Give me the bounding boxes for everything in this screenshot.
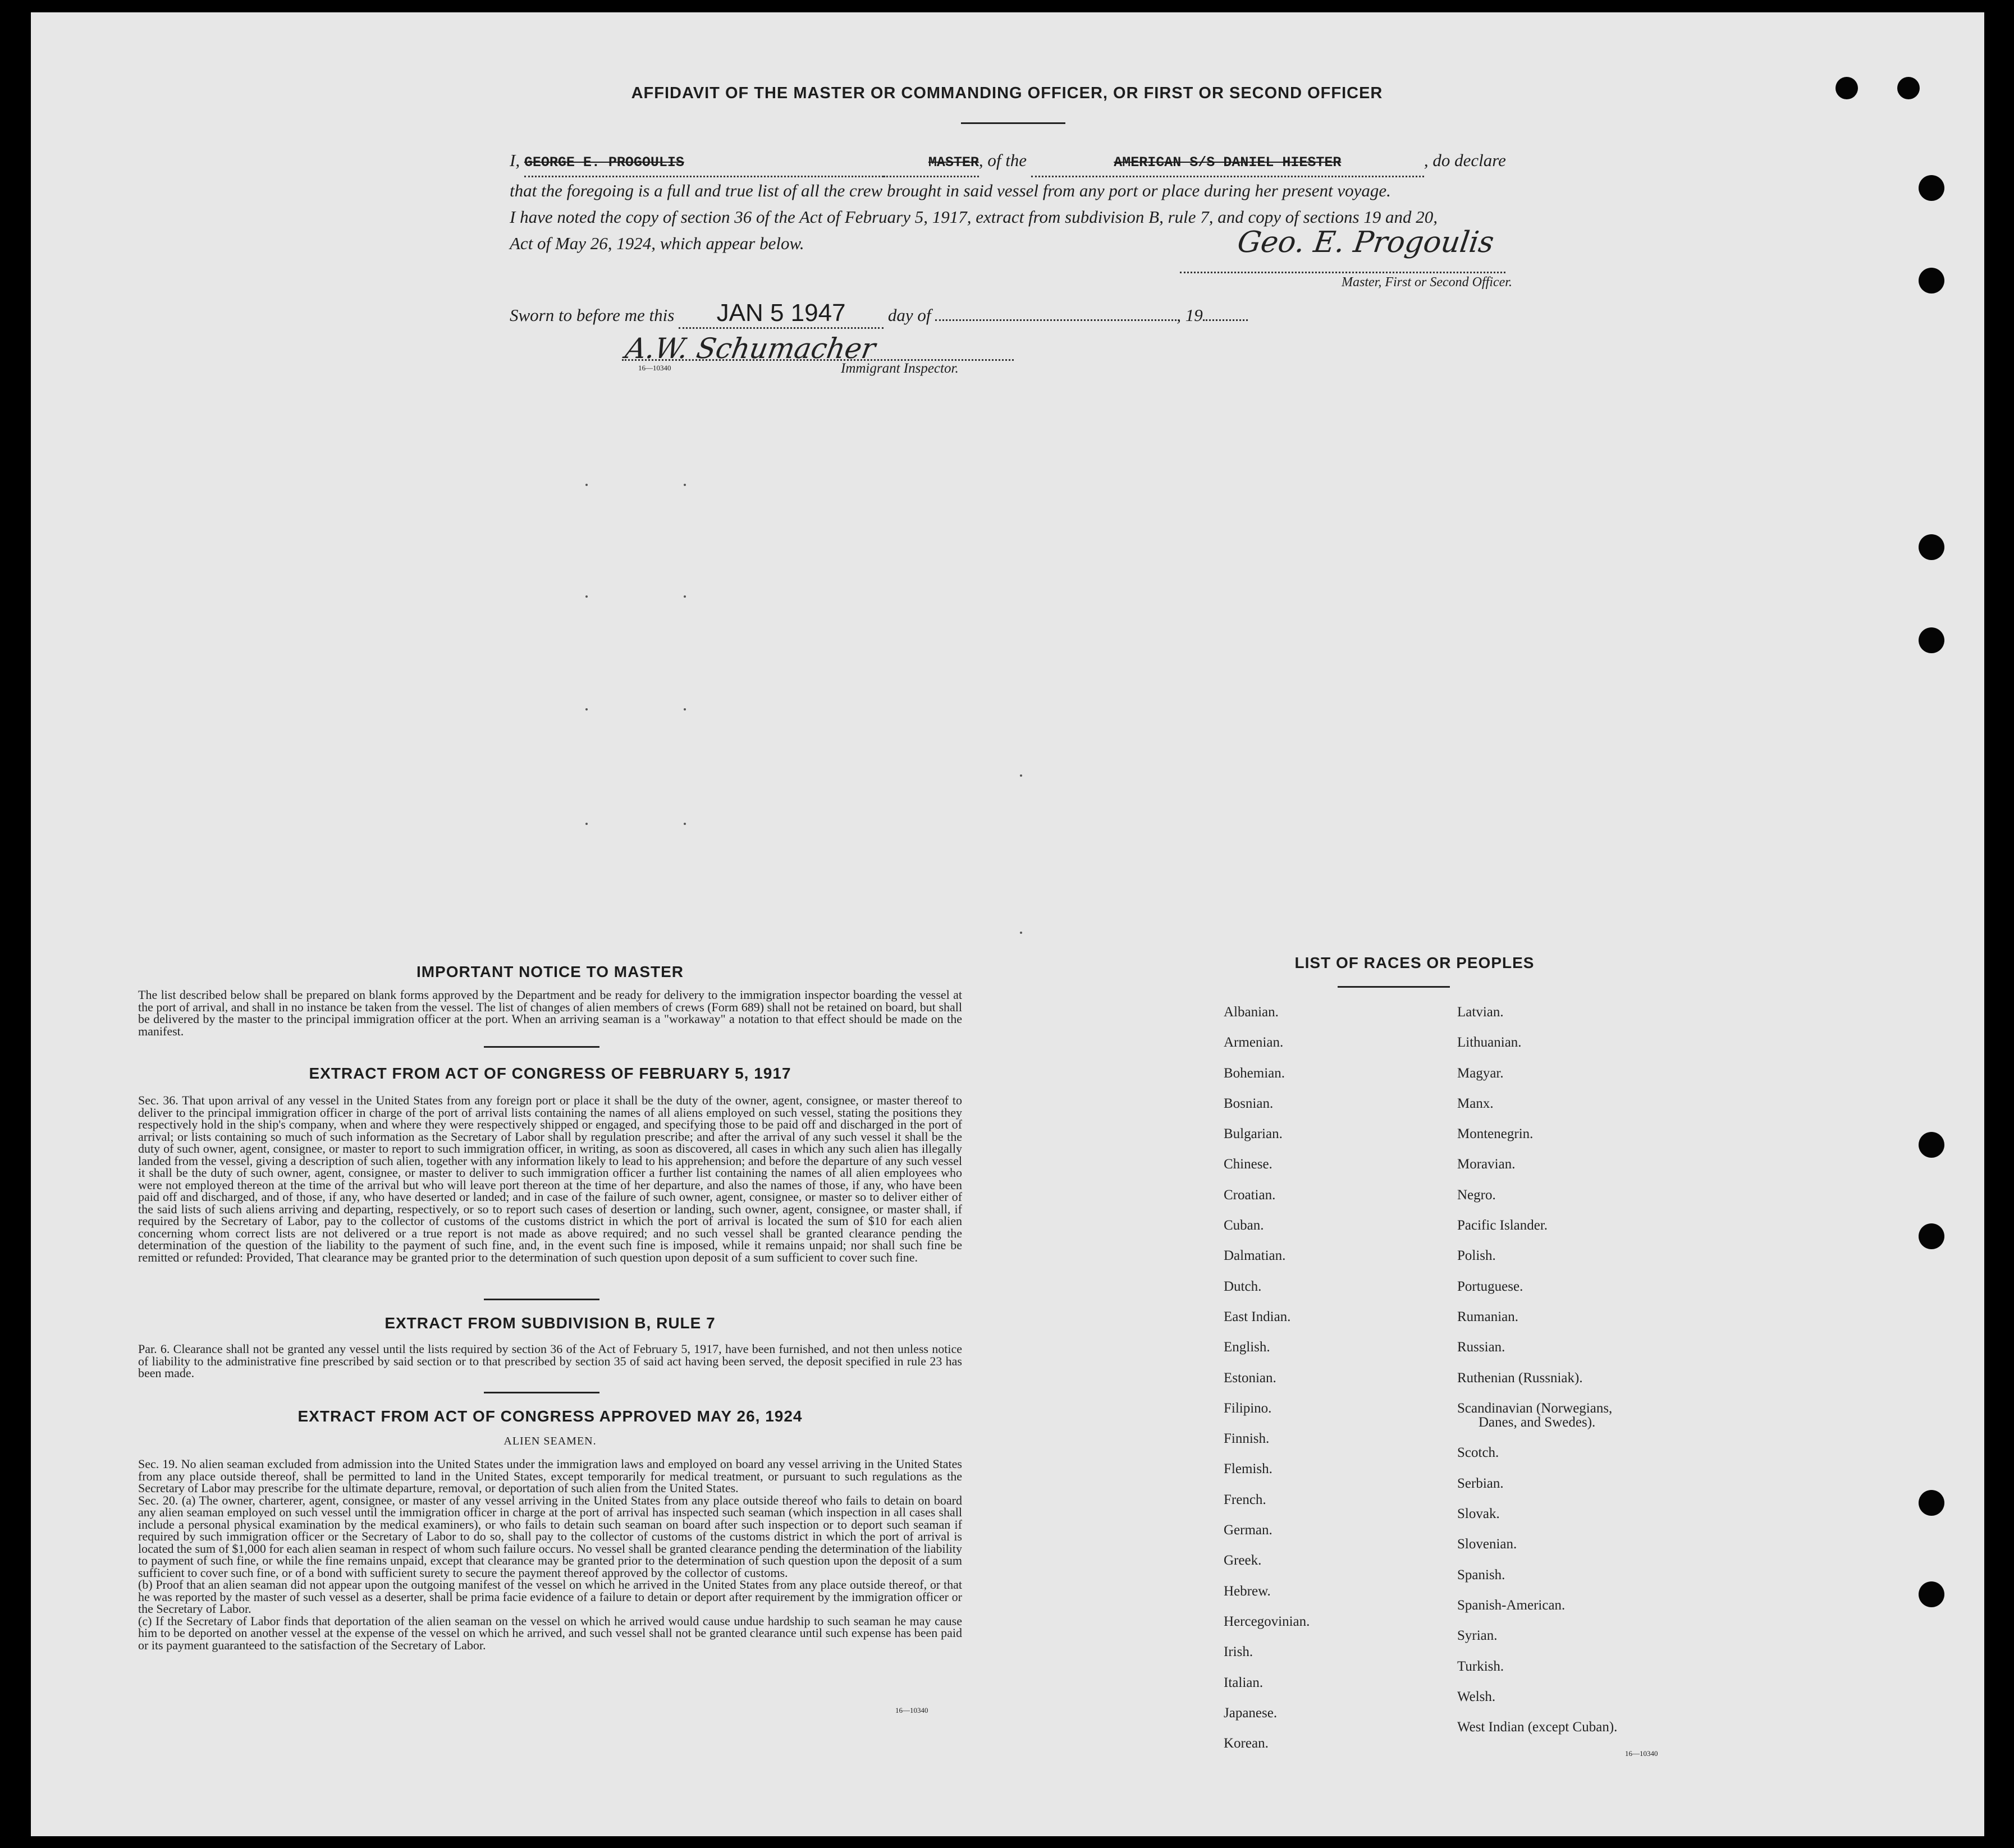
race-item: Chinese. <box>1224 1157 1273 1172</box>
text-i: I, <box>510 150 520 170</box>
race-item: Scandinavian (Norwegians, <box>1457 1400 1613 1416</box>
divider <box>484 1299 599 1300</box>
races-column-1 <box>1224 1005 1310 1766</box>
race-item: Slovak. <box>1457 1506 1500 1522</box>
form-number: 16—10340 <box>1625 1749 1658 1758</box>
extract-1924-subtitle: ALIEN SEAMEN. <box>504 1435 597 1447</box>
race-item: Ruthenian (Russniak). <box>1457 1370 1583 1386</box>
affidavit-line-2: that the foregoing is a full and true list of all the crew brought in said vessel from any port or place during her present voyage. <box>510 181 1391 200</box>
affidavit-line-3: I have noted the copy of section 36 of the Act of February 5, 1917, extract from subdivision B, rule 7, and copy of sections 19 and 20, <box>510 207 1438 227</box>
punch-hole <box>1919 627 1944 653</box>
race-item: English. <box>1224 1340 1270 1355</box>
race-item: Finnish. <box>1224 1431 1270 1447</box>
extract-1917-title: EXTRACT FROM ACT OF CONGRESS OF FEBRUARY 5, 1917 <box>309 1065 791 1082</box>
sworn-date-stamp[interactable]: JAN 5 1947 <box>679 299 884 329</box>
year-field[interactable] <box>1203 319 1248 321</box>
master-caption: Master, First or Second Officer. <box>1342 275 1512 290</box>
race-item: Danes, and Swedes). <box>1479 1415 1596 1430</box>
races-title: LIST OF RACES OR PEOPLES <box>1294 954 1535 971</box>
race-item: Dutch. <box>1224 1278 1262 1294</box>
extract-1924-body <box>138 1458 962 1651</box>
extract-rule7-title: EXTRACT FROM SUBDIVISION B, RULE 7 <box>385 1314 716 1332</box>
punch-hole <box>1919 534 1944 560</box>
race-item: French. <box>1224 1492 1266 1507</box>
race-item: Spanish. <box>1457 1567 1505 1583</box>
race-item: Turkish. <box>1457 1658 1504 1674</box>
race-item: Pacific Islander. <box>1457 1218 1548 1233</box>
race-item: German. <box>1224 1523 1273 1538</box>
extract-1917-body: Sec. 36. That upon arrival of any vessel in the United States from any foreign port or place it shall be the duty of the owner, agent, consignee, or master thereof to deliver to the principal immigration officer in charge of the port of arrival lists containing the names of all aliens employed on such vessel, stating the positions they respectively hold in the ship's company, when and where they were respectively shipped or engaged, and specifying those to be paid off and discharged in the port of arrival; or lists containing so much of such information as the Secretary of Labor shall by regulation prescribe; and after the arrival of any such vessel it shall be the duty of such owner, agent, consignee, or master to report to such immigration officer, in writing, as soon as discovered, all cases in which any such alien has illegally landed from the vessel, giving a description of such alien, together with any information likely to lead to his apprehension; and before the departure of any such vessel it shall be the duty of such owner, agent, consignee, or master to deliver to such immigration officer a further list containing the names of all alien employees who were not employed thereon at the time of the arrival but who will leave port thereon at the time of her departure, and also the names of those, if any, who have been paid off and discharged, and of those, if any, who have deserted or landed; and in case of the failure of such owner, agent, consignee, or master so to deliver either of the said lists of such aliens arriving and departing, respectively, or so to report such cases of desertion or landing, such owner, agent, consignee, or master shall, if required by the Secretary of Labor, pay to the collector of customs of the customs district in which the port of arrival is located the sum of $10 for each alien concerning whom correct lists are not delivered or a true report is not made as above required; and no such vessel shall be granted clearance pending the determination of the question of the liability to the payment of such fine, and, in the event such fine is imposed, while it remains unpaid; nor shall such fine be remitted or refunded: Provided, That clearance may be granted prior to the determination of such question upon deposit of a sum sufficient to cover such fine. <box>138 1093 962 1264</box>
race-item: Negro. <box>1457 1187 1496 1203</box>
divider <box>484 1046 599 1048</box>
race-item: Welsh. <box>1457 1689 1496 1704</box>
race-item: Slovenian. <box>1457 1537 1517 1552</box>
race-item: Syrian. <box>1457 1628 1498 1644</box>
race-item: Dalmatian. <box>1224 1248 1286 1264</box>
race-item: Bosnian. <box>1224 1095 1274 1111</box>
race-item: Moravian. <box>1457 1157 1516 1172</box>
race-item: Croatian. <box>1224 1187 1276 1203</box>
affidavit-line-4: Act of May 26, 1924, which appear below. <box>510 233 804 253</box>
sec-20c: (c) If the Secretary of Labor finds that deportation of the alien seaman on the vessel on which he arrived would cause undue hardship to such seaman he may cause him to be deported on another vessel at the expense of the vessel on which he arrived, and such vessel shall not be granted clearance until such expense has been paid or its payment guaranteed to the satisfaction of the Secretary of Labor. <box>138 1613 962 1652</box>
divider <box>1338 986 1450 988</box>
race-item: Russian. <box>1457 1340 1505 1355</box>
race-item: Magyar. <box>1457 1065 1504 1081</box>
race-item: Filipino. <box>1224 1400 1272 1416</box>
text-do-declare: , do declare <box>1423 150 1506 170</box>
vessel-name-field[interactable]: AMERICAN S/S DANIEL HIESTER <box>1031 149 1424 177</box>
notice-body: The list described below shall be prepared on blank forms approved by the Department and be ready for delivery to the immigration inspector boarding the vessel at the port of arrival, and shall in no instance be taken from the vessel. The list of changes of alien members of crews (Form 689) shall not be retained on board, but shall be delivered by the master to the principal immigration officer at the port. When an arriving seaman is a "workaway" a notation to that effect should be made on the manifest. <box>138 988 962 1038</box>
text-year: , 19 <box>1177 305 1203 325</box>
race-item: Rumanian. <box>1457 1309 1519 1324</box>
extract-1924-title: EXTRACT FROM ACT OF CONGRESS APPROVED MAY 26, 1924 <box>297 1407 803 1425</box>
race-item: West Indian (except Cuban). <box>1457 1719 1618 1735</box>
race-item: Armenian. <box>1224 1035 1284 1051</box>
text-sworn: Sworn to before me this <box>510 305 675 325</box>
race-item: Bulgarian. <box>1224 1126 1283 1142</box>
text-of-the: , of the <box>978 150 1027 170</box>
race-item: Latvian. <box>1457 1005 1504 1020</box>
race-item: Polish. <box>1457 1248 1496 1264</box>
races-column-2 <box>1457 1005 1617 1750</box>
signature-line <box>1180 272 1505 273</box>
race-item: Estonian. <box>1224 1370 1276 1386</box>
inspector-caption: Immigrant Inspector. <box>841 361 959 376</box>
race-item: Portuguese. <box>1457 1278 1523 1294</box>
race-item: Manx. <box>1457 1095 1494 1111</box>
race-item: Montenegrin. <box>1457 1126 1534 1142</box>
race-item: Korean. <box>1224 1736 1269 1751</box>
form-number: 16—10340 <box>895 1706 928 1714</box>
punch-hole <box>1919 1223 1944 1249</box>
race-item: Spanish-American. <box>1457 1597 1566 1613</box>
race-item: Albanian. <box>1224 1005 1279 1020</box>
sec-20b: (b) Proof that an alien seaman did not appear upon the outgoing manifest of the vessel on which he arrived in the United States from any place outside thereof, or that he was reported by the master of such vessel as a deserter, shall be prima facie evidence of a failure to detain or deport after requirement by the immigration officer or the Secretary of Labor. <box>138 1578 962 1616</box>
rank-field[interactable]: MASTER <box>884 149 979 177</box>
race-item: Greek. <box>1224 1553 1262 1569</box>
punch-hole <box>1919 1490 1944 1516</box>
race-item: Serbian. <box>1457 1475 1504 1491</box>
race-item: Hercegovinian. <box>1224 1613 1310 1629</box>
race-item: East Indian. <box>1224 1309 1291 1324</box>
master-name-field[interactable]: GEORGE E. PROGOULIS <box>524 149 884 177</box>
divider <box>484 1392 599 1393</box>
race-item: Japanese. <box>1224 1705 1278 1721</box>
extract-rule7-body: Par. 6. Clearance shall not be granted any vessel until the lists required by section 36 of the Act of February 5, 1917, have been furnished, and not then unless notice of liability to the administrative fine prescribed by said section or to that prescribed by section 35 of said act having been served, the deposit specified in rule 23 has been made. <box>138 1342 962 1380</box>
race-item: Scotch. <box>1457 1445 1499 1461</box>
divider <box>961 122 1065 124</box>
race-item: Hebrew. <box>1224 1583 1271 1599</box>
punch-hole <box>1919 175 1944 201</box>
sec-20a: Sec. 20. (a) The owner, charterer, agent, consignee, or master of any vessel arriving in the United States from any place outside thereof who fails to detain on board any alien seaman employed on such vessel until the immigration officer in charge at the port of arrival has inspected such seaman (which inspection in all cases shall include a personal physical examination by the medical examiners), or who fails to detain such seaman on board after such inspection or to deport such seaman if required by such immigration officer or the Secretary of Labor to do so, shall pay to the collector of customs of the customs district in which the port of arrival is located the sum of $1,000 for each alien seaman in respect of whom such failure occurs. No vessel shall be granted clearance pending the determination of the liability to payment of such fine, or while the fine remains unpaid, except that clearance may be granted prior to the determination of such question upon the deposit of a sum sufficient to cover such fine, or of a bond with sufficient surety to secure the payment thereof approved by the collector of customs. <box>138 1493 962 1580</box>
notice-title: IMPORTANT NOTICE TO MASTER <box>416 963 684 980</box>
race-item: Flemish. <box>1224 1461 1273 1477</box>
month-field[interactable] <box>935 319 1177 321</box>
inspector-signature: A.W. Schumacher <box>622 332 878 365</box>
race-item: Irish. <box>1224 1644 1253 1660</box>
race-item: Bohemian. <box>1224 1065 1285 1081</box>
sworn-line <box>510 299 1248 329</box>
form-number: 16—10340 <box>638 364 671 372</box>
master-signature: Geo. E. Progoulis <box>1235 226 1496 259</box>
sec-19: Sec. 19. No alien seaman excluded from admission into the United States under the immigration laws and employed on board any vessel arriving in the United States from any place outside thereof, shall be permitted to land in the United States, except temporarily for medical treatment, or pursuant to such regulations as the Secretary of Labor may prescribe for the ultimate departure, removal, or deportation of such alien from the United States. <box>138 1457 962 1495</box>
affidavit-line-1 <box>510 147 1632 177</box>
punch-hole <box>1919 268 1944 294</box>
race-item: Cuban. <box>1224 1218 1264 1233</box>
punch-hole <box>1919 1132 1944 1158</box>
race-item: Lithuanian. <box>1457 1035 1522 1051</box>
punch-hole <box>1919 1581 1944 1607</box>
text-day-of: day of <box>887 305 931 325</box>
race-item: Italian. <box>1224 1675 1264 1690</box>
affidavit-title: AFFIDAVIT OF THE MASTER OR COMMANDING OFFICER, OR FIRST OR SECOND OFFICER <box>631 84 1383 102</box>
